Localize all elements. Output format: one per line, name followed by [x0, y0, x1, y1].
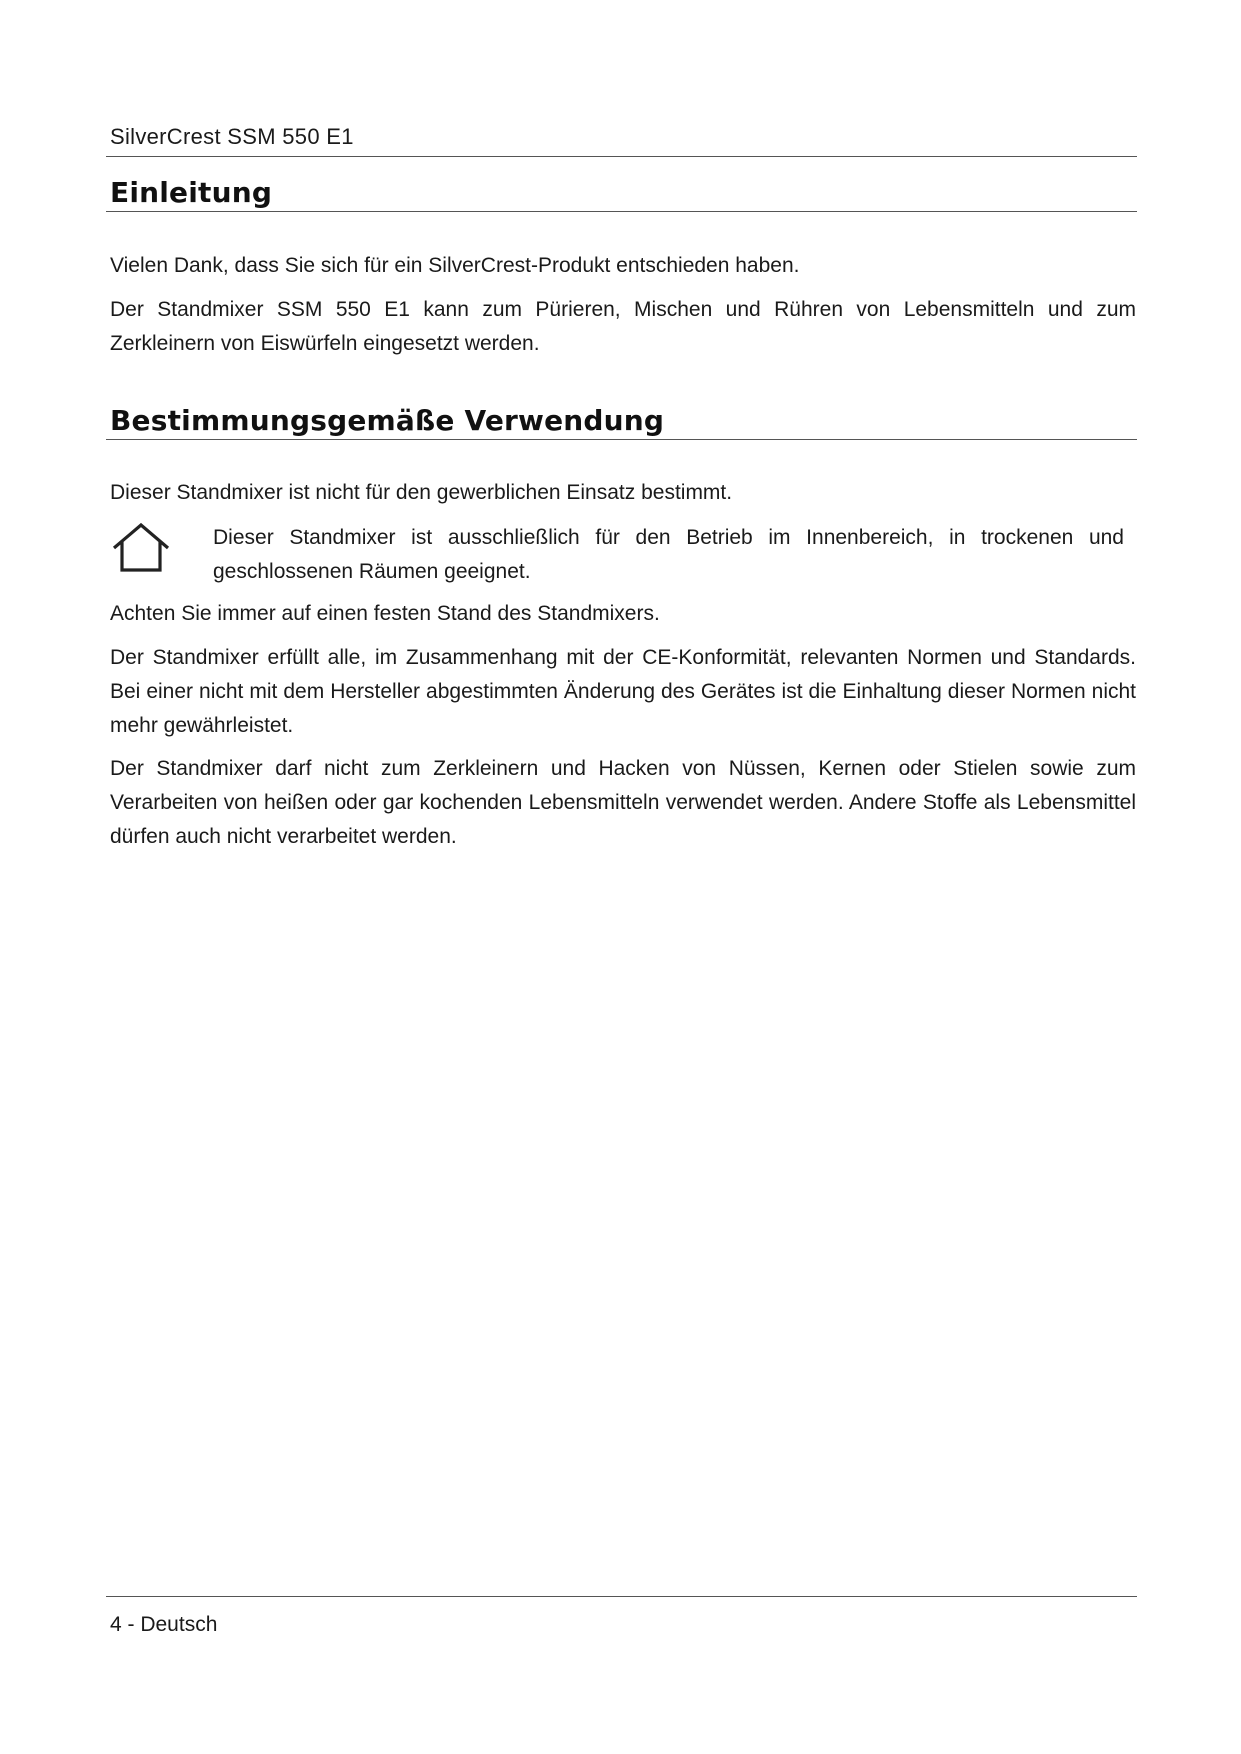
paragraph: Vielen Dank, dass Sie sich für ein SilverCrest-Produkt entschieden haben.: [110, 254, 800, 277]
indoor-use-note: Dieser Standmixer ist ausschließlich für den Betrieb im Innenbereich, in trockenen und geschlossenen Räumen geeignet.: [213, 526, 1124, 583]
section-rule: [106, 211, 1137, 212]
house-icon: [110, 522, 172, 574]
paragraph: Dieser Standmixer ist nicht für den gewerblichen Einsatz bestimmt.: [110, 481, 733, 504]
section-title-verwendung: Bestimmungsgemäße Verwendung: [110, 404, 665, 437]
footer-rule: [106, 1596, 1137, 1597]
paragraph: Der Standmixer darf nicht zum Zerkleinern und Hacken von Nüssen, Kernen oder Stielen sowie zum Verarbeiten von heißen oder gar kochenden Lebensmitteln verwendet werden. Andere Stoffe als Lebensmittel dürfen auch nicht verarbeitet werden.: [110, 757, 1136, 848]
section-title-einleitung: Einleitung: [110, 176, 273, 209]
paragraph: Der Standmixer erfüllt alle, im Zusammenhang mit der CE-Konformität, relevanten Normen und Standards. Bei einer nicht mit dem Hersteller abgestimmten Änderung des Gerätes ist die Einhaltung dieser Normen nicht mehr gewährleistet.: [110, 646, 1136, 737]
page-number: 4 - Deutsch: [110, 1613, 218, 1636]
running-header: SilverCrest SSM 550 E1: [110, 124, 354, 149]
section-rule: [106, 439, 1137, 440]
paragraph: Achten Sie immer auf einen festen Stand des Standmixers.: [110, 602, 660, 625]
paragraph: Der Standmixer SSM 550 E1 kann zum Pürieren, Mischen und Rühren von Lebensmitteln und zum Zerkleinern von Eiswürfeln eingesetzt werden.: [110, 298, 1136, 355]
header-rule: [106, 156, 1137, 157]
